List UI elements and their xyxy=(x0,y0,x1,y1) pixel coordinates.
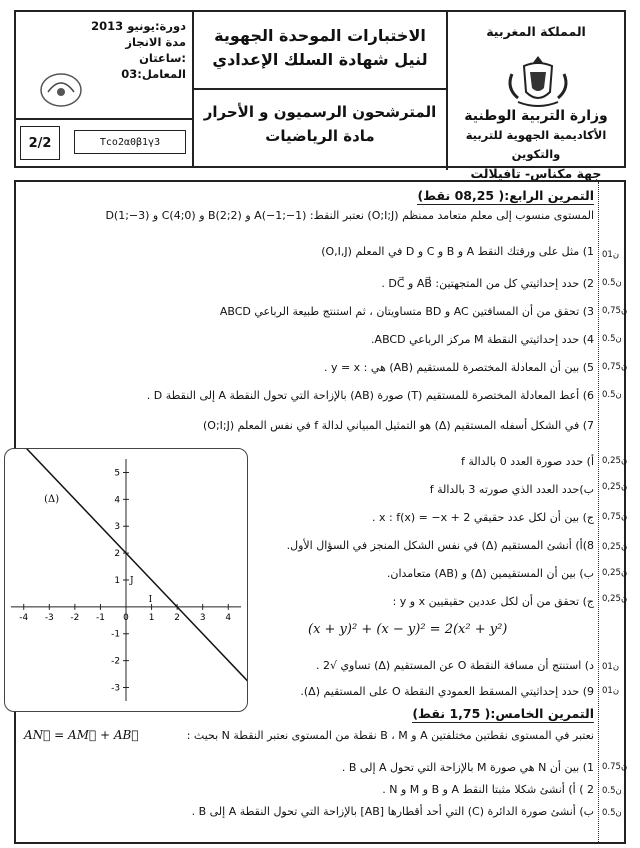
ex4-title-line xyxy=(22,188,594,205)
ex4-q7b: ب)حدد العدد الذي صورته 3 بالدالة f xyxy=(429,483,594,496)
ex4-q6: 6) أعط المعادلة المختصرة للمستقيم (T) صورة (AB) بالإزاحة التي تحول النقطة A إلى النقطة D . xyxy=(146,389,594,402)
ex4-q7a: أ) حدد صورة العدد 0 بالدالة f xyxy=(460,455,594,468)
y-tick-label: 2 xyxy=(114,549,121,560)
academy-text: الأكاديمية الجهوية للتربية والتكوين xyxy=(465,128,607,161)
points-column-divider xyxy=(598,182,599,842)
ex4-q8a: 8)أ) أنشئ المستقيم (Δ) في نفس الشكل المنجز في السؤال الأول. xyxy=(286,539,594,552)
function-graph xyxy=(4,448,248,712)
subject-text: مادة الرياضيات xyxy=(265,127,375,145)
session-lines xyxy=(76,18,186,82)
authority-cell xyxy=(448,12,624,181)
region-text: جهة مكناس- تافيلالت xyxy=(470,166,602,181)
duration-text: مدة الانجاز :ساعتان xyxy=(125,35,186,65)
ministry-logo-icon xyxy=(36,70,86,110)
ex5-intro: نعتبر في المستوى نقطتين مختلفتين A و B ، M نقطة من المستوى نعتبر النقطة N بحيث : xyxy=(186,729,594,742)
x-tick-label: 2 xyxy=(174,612,180,623)
ex5-title: التمرين الخامس:( 1,75 نقط) xyxy=(412,706,594,721)
ex4-q1: 1) مثل على ورقتك النقط A و B و C و D في المعلم (O,I,J) xyxy=(321,245,594,258)
y-tick-label: 5 xyxy=(114,468,121,479)
points-q3: 0,75ن xyxy=(602,306,628,316)
points-ex5-q2b: 0.5ن xyxy=(602,808,622,818)
unit-point-j-label: J xyxy=(129,575,134,586)
x-tick-label: 0 xyxy=(123,612,129,623)
exam-code-box: Tco2α0β1γ3 xyxy=(74,130,186,154)
points-q5: 0,75ن xyxy=(602,362,628,372)
points-q7c: 0,75ن xyxy=(602,512,628,522)
y-tick-label: 1 xyxy=(114,575,121,586)
ex5-vector-equation: AN⃗ = AM⃗ + AB⃗ xyxy=(24,728,139,742)
ex4-q7c: ج) بين أن لكل عدد حقيقي x : f(x) = −x + 2 . xyxy=(372,511,594,524)
ex4-q5: 5) بين أن المعادلة المختصرة للمستقيم (AB) هي : y = x . xyxy=(323,361,594,374)
x-tick-label: 4 xyxy=(225,612,232,623)
x-tick-label: 3 xyxy=(199,612,206,623)
y-tick-label: -3 xyxy=(111,683,121,694)
delta-line-label: (Δ) xyxy=(44,494,60,506)
ministry-text: وزارة التربية الوطنية xyxy=(464,108,608,124)
ex4-identity-equation: (x + y)² + (x − y)² = 2(x² + y²) xyxy=(308,622,508,637)
points-ex5-q1: 0.75ن xyxy=(602,762,628,772)
exam-title-line2: لنيل شهادة السلك الإعدادي xyxy=(212,50,428,69)
y-tick-label: 3 xyxy=(114,522,121,533)
coat-of-arms-icon xyxy=(504,52,572,110)
title-cell xyxy=(194,12,448,90)
ex4-q4: 4) حدد إحداثيتي النقطة M مركز الرباعي ABCD. xyxy=(371,333,594,346)
ex5-q1: 1) بين أن N هي صورة M بالإزاحة التي تحول A إلى B . xyxy=(341,761,594,774)
points-q7b: 0,25ن xyxy=(602,482,628,492)
ex5-q2b: ب) أنشئ صورة الدائرة (C) التي أحد أقطارها [AB] بالإزاحة التي تحول النقطة A إلى B . xyxy=(191,805,594,818)
ex4-q2: 2) حدد إحداثيتي كل من المتجهتين: AB⃗ و DC⃗ . xyxy=(381,277,594,290)
x-tick-label: -4 xyxy=(19,612,29,623)
x-tick-label: -3 xyxy=(44,612,54,623)
points-q9: 0ن1 xyxy=(602,686,620,696)
ex4-q7: 7) في الشكل أسفله المستقيم (Δ) هو التمثيل المبياني لدالة f في نفس المعلم (O;I;J) xyxy=(203,419,594,432)
code-row xyxy=(16,120,194,166)
candidates-text: المترشحون الرسميون و الأحرار xyxy=(203,103,437,121)
ex4-q8c: ج) تحقق من أن لكل عددين حقيقيين x و y : xyxy=(392,595,594,608)
y-tick-label: -2 xyxy=(111,656,121,667)
ex4-intro: المستوى منسوب إلى معلم متعامد ممنظم (O;I;J) نعتبر النقط: A(−1;−1) و B(2;2) و C(4;0) و D(1;−3) xyxy=(105,209,594,222)
coefficient-text: المعامل:03 xyxy=(121,67,186,81)
y-tick-label: 4 xyxy=(114,495,121,506)
points-q1: 0ن1 xyxy=(602,250,620,260)
ex4-q9: 9) حدد إحداثيتي المسقط العمودي النقطة O على المستقيم (Δ). xyxy=(300,685,594,698)
points-q2: 0.5ن xyxy=(602,278,622,288)
y-tick-label: -1 xyxy=(111,629,121,640)
ex4-q8d: د) استنتج أن مسافة النقطة O عن المستقيم (Δ) تساوي √2 . xyxy=(315,659,594,672)
ex5-q2a: 2 ) أ) أنشئ شكلا مثبتا النقط A و B و M و N . xyxy=(382,783,594,796)
session-info-cell xyxy=(16,12,194,120)
points-ex5-q2a: 0.5ن xyxy=(602,786,622,796)
ex4-title: التمرين الرابع:( 08,25 نقط) xyxy=(417,188,594,203)
ex4-q3: 3) تحقق من أن المسافتين AC و BD متساويتان ، ثم استنتج طبيعة الرباعي ABCD xyxy=(219,305,594,318)
exam-header xyxy=(14,10,626,181)
unit-point-i-label: I xyxy=(148,594,153,605)
points-q6: 0.5ن xyxy=(602,390,622,400)
points-q4: 0.5ن xyxy=(602,334,622,344)
points-q7a: 0,25ن xyxy=(602,456,628,466)
points-q8b: 0,25ن xyxy=(602,568,628,578)
exam-title-line1: الاختبارات الموحدة الجهوية xyxy=(214,26,426,45)
x-tick-label: -2 xyxy=(70,612,80,623)
x-tick-label: 1 xyxy=(148,612,155,623)
page-number-box: 2/2 xyxy=(20,126,60,160)
session-text: دورة:يونيو 2013 xyxy=(91,19,186,33)
x-tick-label: -1 xyxy=(95,612,105,623)
points-q8a: 0,25ن xyxy=(602,542,628,552)
ex4-q8b: ب) بين أن المستقيمين (Δ) و (AB) متعامدان. xyxy=(386,567,594,580)
points-q8d: 0ن1 xyxy=(602,662,620,672)
delta-line xyxy=(24,448,248,712)
points-q8c: 0,25ن xyxy=(602,594,628,604)
kingdom-text: المملكة المغربية xyxy=(486,24,586,39)
subject-cell xyxy=(194,90,448,170)
